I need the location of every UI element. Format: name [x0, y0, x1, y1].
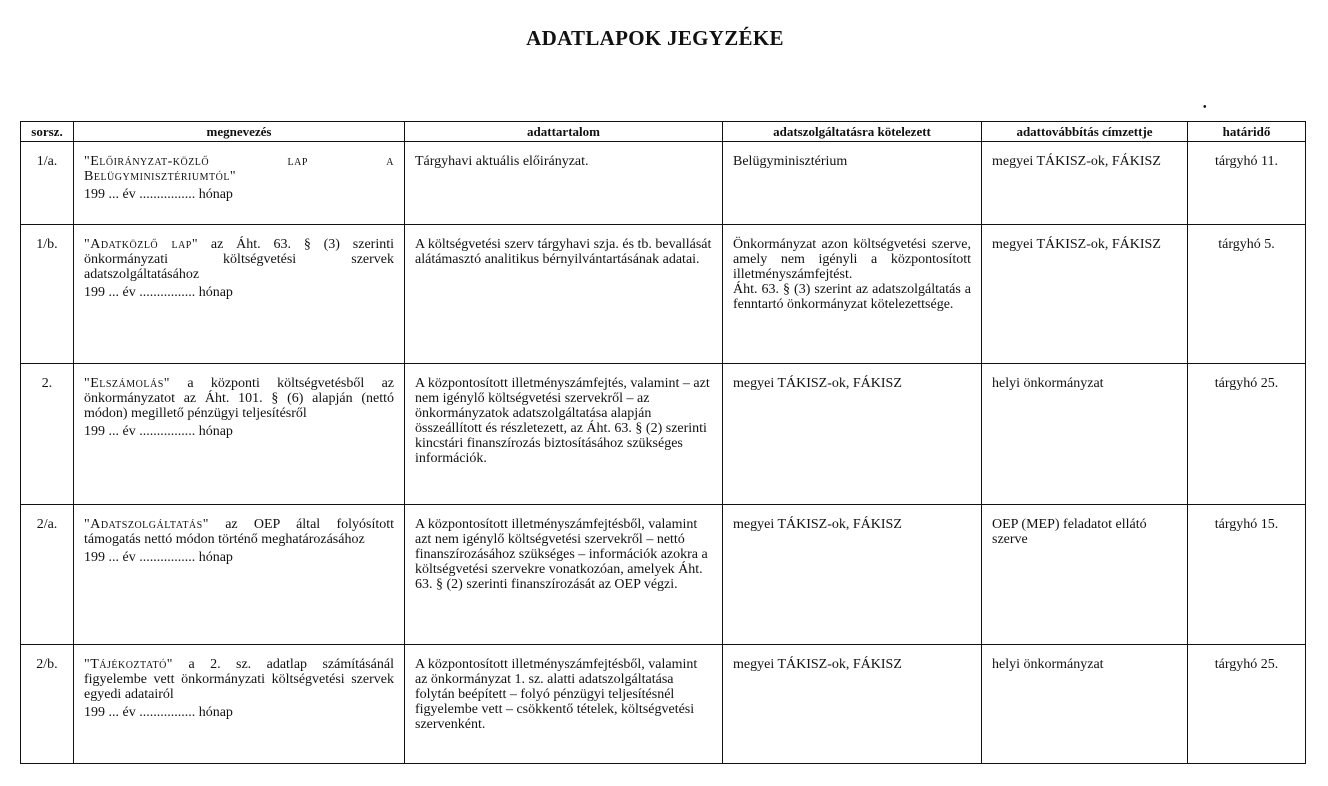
- header-cimzett: adattovábbítás címzettje: [982, 122, 1188, 142]
- form-name: [84, 237, 394, 282]
- date-line: 199 ... év ................ hónap: [84, 424, 233, 439]
- form-name: [84, 517, 394, 547]
- date-line: 199 ... év ................ hónap: [84, 550, 233, 565]
- deadline-cell: tárgyhó 25.: [1188, 364, 1306, 505]
- recipient-cell: helyi önkormányzat: [982, 645, 1188, 764]
- header-hatarido: határidő: [1188, 122, 1306, 142]
- content-cell: A központosított illetményszámfejtésből, valamint az önkormányzat 1. sz. alatti adatszolgáltatása folytán beépített – folyó pénzügyi teljesítésnél figyelembe vett – csökkentő tételek, költségvetési szervenként.: [405, 645, 723, 764]
- date-line: 199 ... év ................ hónap: [84, 285, 233, 300]
- form-name-rest: az Áht. 63. § (3) szerinti önkormányzati költségvetési szervek adatszolgáltatásához: [84, 237, 394, 282]
- form-name-cell: [74, 142, 405, 225]
- form-name-caps: "Előirányzat-közlő lap a Belügyminisztériumtól": [84, 154, 394, 184]
- deadline-cell: tárgyhó 5.: [1188, 225, 1306, 364]
- row-number: 2.: [21, 364, 74, 505]
- content-cell: A költségvetési szerv tárgyhavi szja. és tb. bevallását alátámasztó analitikus bérnyilvántartásának adatai.: [405, 225, 723, 364]
- obligee-text: Önkormányzat azon költségvetési szerve, amely nem igényli a központosított illetményszámfejtést.: [733, 237, 971, 282]
- recipient-cell: helyi önkormányzat: [982, 364, 1188, 505]
- row-number: 2/b.: [21, 645, 74, 764]
- adatlapok-table: [20, 121, 1306, 764]
- date-line: 199 ... év ................ hónap: [84, 705, 233, 720]
- content-cell: Tárgyhavi aktuális előirányzat.: [405, 142, 723, 225]
- table-row: [21, 142, 1306, 225]
- deadline-cell: tárgyhó 25.: [1188, 645, 1306, 764]
- deadline-cell: tárgyhó 11.: [1188, 142, 1306, 225]
- row-number: 1/a.: [21, 142, 74, 225]
- content-cell: A központosított illetményszámfejtés, valamint – azt nem igénylő költségvetési szervekről – az önkormányzatok adatszolgáltatása alapján összeállított és részletezett, az Áht. 63. § (2) szerinti kincstári finanszírozás biztosításához szükséges információk.: [405, 364, 723, 505]
- form-name-rest: a 2. sz. adatlap számításánál figyelembe vett önkormányzati költségvetési szervek egyedi adatairól: [84, 657, 394, 702]
- form-name-cell: [74, 645, 405, 764]
- table-row: [21, 645, 1306, 764]
- recipient-cell: OEP (MEP) feladatot ellátó szerve: [982, 505, 1188, 645]
- recipient-cell: megyei TÁKISZ-ok, FÁKISZ: [982, 142, 1188, 225]
- obligee-cell: megyei TÁKISZ-ok, FÁKISZ: [723, 364, 982, 505]
- form-name-cell: [74, 364, 405, 505]
- form-name-rest: a központi költségvetésből az önkormányzatot az Áht. 101. § (6) alapján (nettó módon) megillető pénzügyi teljesítésről: [84, 376, 394, 421]
- table-row: [21, 505, 1306, 645]
- content-cell: A központosított illetményszámfejtésből, valamint azt nem igénylő költségvetési szervekről – nettó finanszírozásához szükséges – információk azokra a költségvetési szervekre vonatkozóan, amelyek Áht. 63. § (2) szerinti finanszírozását az OEP végzi.: [405, 505, 723, 645]
- page-title: ADATLAPOK JEGYZÉKE: [526, 26, 784, 50]
- header-megnevezes: megnevezés: [74, 122, 405, 142]
- header-adattartalom: adattartalom: [405, 122, 723, 142]
- form-name: [84, 154, 394, 184]
- form-name-caps: "Adatszolgáltatás": [84, 517, 209, 532]
- header-kotelezett: adatszolgáltatásra kötelezett: [723, 122, 982, 142]
- date-line: 199 ... év ................ hónap: [84, 187, 233, 202]
- table-row: [21, 225, 1306, 364]
- table-row: [21, 364, 1306, 505]
- form-name: [84, 376, 394, 421]
- obligee-extra-text: Áht. 63. § (3) szerint az adatszolgáltatás a fenntartó önkormányzat kötelezettsége.: [733, 282, 971, 312]
- form-name-caps: "Adatközlő lap": [84, 237, 199, 252]
- header-sorsz: sorsz.: [21, 122, 74, 142]
- obligee-cell: [723, 225, 982, 364]
- table-header-row: [21, 122, 1306, 142]
- obligee-cell: megyei TÁKISZ-ok, FÁKISZ: [723, 645, 982, 764]
- form-name-cell: [74, 225, 405, 364]
- form-name: [84, 657, 394, 702]
- obligee-cell: Belügyminisztérium: [723, 142, 982, 225]
- recipient-cell: megyei TÁKISZ-ok, FÁKISZ: [982, 225, 1188, 364]
- deadline-cell: tárgyhó 15.: [1188, 505, 1306, 645]
- row-number: 2/a.: [21, 505, 74, 645]
- form-name-rest: az OEP által folyósított támogatás nettó módon történő meghatározásához: [84, 517, 394, 547]
- margin-mark: •: [1203, 102, 1207, 113]
- obligee-cell: megyei TÁKISZ-ok, FÁKISZ: [723, 505, 982, 645]
- form-name-caps: "Elszámolás": [84, 376, 170, 391]
- row-number: 1/b.: [21, 225, 74, 364]
- form-name-caps: "Tájékoztató": [84, 657, 174, 672]
- form-name-cell: [74, 505, 405, 645]
